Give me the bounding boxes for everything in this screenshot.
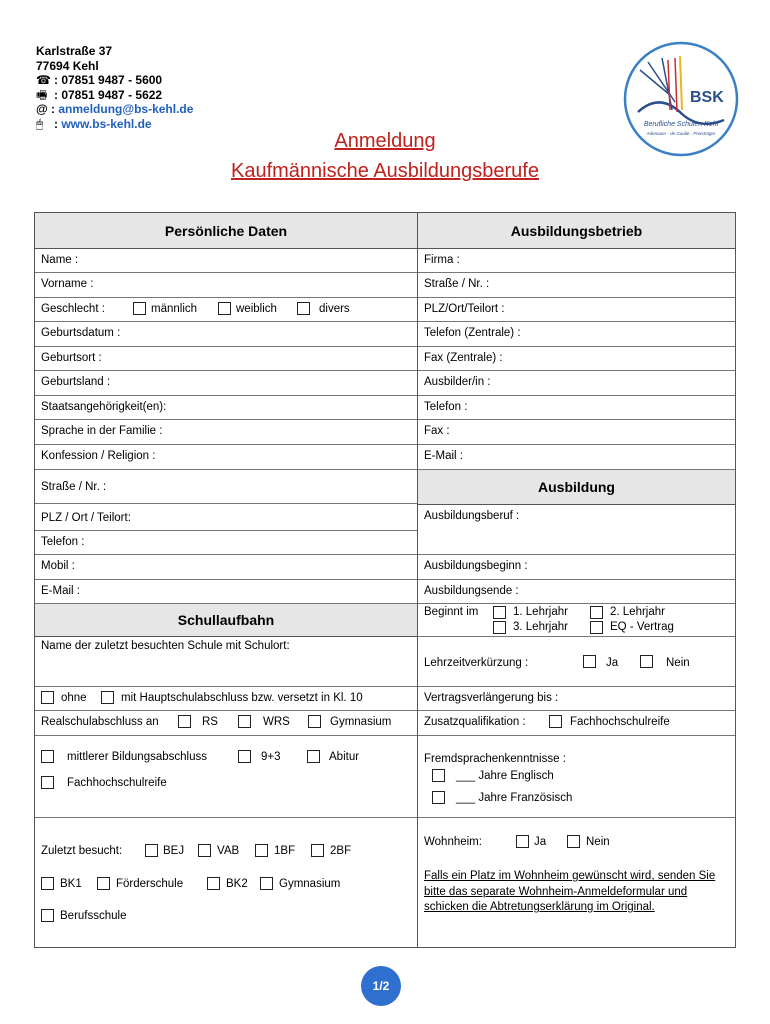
vorname-field[interactable] [35, 273, 417, 298]
phone-line [36, 73, 193, 88]
checkbox-wohnheim-nein[interactable] [567, 835, 580, 848]
checkbox-maennlich[interactable] [133, 302, 146, 315]
hauptschule-label: mit Hauptschulabschluss bzw. versetzt in Kl. 10 [121, 692, 363, 704]
1bf-label: 1BF [274, 845, 296, 857]
lehrjahr-row [418, 604, 735, 637]
fax-zentrale-field[interactable] [418, 347, 735, 371]
betrieb-telefon-label: Telefon : [424, 401, 468, 413]
betrieb-telefon-field[interactable] [418, 396, 735, 420]
address-block [36, 44, 193, 131]
geburtsdatum-field[interactable] [35, 322, 417, 347]
checkbox-abitur[interactable] [307, 750, 320, 763]
vertrag-label: Vertragsverlängerung bis : [424, 692, 559, 704]
9plus3-label: 9+3 [261, 751, 281, 763]
wrs-label: WRS [263, 716, 290, 728]
mobil-label: Mobil : [41, 560, 75, 572]
ohne-label: ohne [61, 692, 87, 704]
fhr-left-label: Fachhochschulreife [67, 777, 167, 789]
franzoesisch-label: ___ Jahre Französisch [456, 792, 573, 804]
checkbox-lehrjahr-2[interactable] [590, 606, 603, 619]
zusatz-row [418, 711, 735, 736]
checkbox-1bf[interactable] [255, 844, 268, 857]
foerderschule-label: Förderschule [116, 878, 184, 890]
verkuerzung-row [418, 637, 735, 687]
englisch-label: ___ Jahre Englisch [456, 770, 554, 782]
gymnasium-2-label: Gymnasium [279, 878, 341, 890]
2bf-label: 2BF [330, 845, 352, 857]
section-ausbildung: Ausbildung [418, 470, 735, 505]
name-field[interactable] [35, 249, 417, 273]
abschluss-block [35, 736, 417, 818]
checkbox-fhr-left[interactable] [41, 776, 54, 789]
betrieb-plz-label: PLZ/Ort/Teilort : [424, 303, 505, 315]
checkbox-9plus3[interactable] [238, 750, 251, 763]
fremdsprachen-label: Fremdsprachenkenntnisse : [424, 753, 566, 765]
geburtsort-field[interactable] [35, 347, 417, 371]
wohnheim-ja-label: Ja [534, 836, 547, 848]
bk1-label: BK1 [60, 878, 82, 890]
weiblich-label: weiblich [236, 303, 277, 315]
fremdsprachen-block [418, 736, 735, 818]
checkbox-weiblich[interactable] [218, 302, 231, 315]
left-column [35, 213, 418, 947]
betrieb-email-label: E-Mail : [424, 450, 463, 462]
firma-label: Firma : [424, 254, 460, 266]
verkuerzung-label: Lehrzeitverkürzung : [424, 657, 529, 669]
fax-icon: 🖷 [36, 87, 48, 102]
beginnt-label: Beginnt im [424, 606, 479, 618]
tel-zentrale-field[interactable] [418, 322, 735, 347]
fax-line [36, 88, 193, 103]
checkbox-bk2[interactable] [207, 877, 220, 890]
web-prefix: : [54, 116, 58, 131]
gymnasium-label: Gymnasium [330, 716, 392, 728]
betrieb-fax-field[interactable] [418, 420, 735, 445]
logo-abbr: BSK [690, 89, 724, 106]
title-line-2: Kaufmännische Ausbildungsberufe [231, 160, 539, 182]
checkbox-lehrjahr-1[interactable] [493, 606, 506, 619]
geburtsort-label: Geburtsort : [41, 352, 102, 364]
checkbox-foerderschule[interactable] [97, 877, 110, 890]
eq-vertrag-label: EQ - Vertrag [610, 621, 674, 633]
checkbox-bej[interactable] [145, 844, 158, 857]
checkbox-fhr-right[interactable] [549, 715, 562, 728]
checkbox-wrs[interactable] [238, 715, 251, 728]
berufsschule-label: Berufsschule [60, 910, 127, 922]
checkbox-ohne[interactable] [41, 691, 54, 704]
zusatz-label: Zusatzqualifikation : [424, 716, 526, 728]
strasse-label: Straße / Nr. : [41, 481, 107, 493]
city: 77694 Kehl [36, 58, 99, 73]
abitur-label: Abitur [329, 751, 360, 763]
title-line-1: Anmeldung [334, 130, 436, 152]
ausbilder-field[interactable] [418, 371, 735, 396]
email-link[interactable]: anmeldung@bs-kehl.de [58, 102, 194, 116]
checkbox-bk1[interactable] [41, 877, 54, 890]
geschlecht-row [35, 298, 417, 322]
vab-label: VAB [217, 845, 240, 857]
maennlich-label: männlich [151, 303, 198, 315]
telefon-label: Telefon : [41, 536, 85, 548]
telefon-field[interactable] [35, 531, 417, 555]
checkbox-englisch[interactable] [432, 769, 445, 782]
rs-label: RS [202, 716, 218, 728]
letzte-schule-field[interactable] [35, 637, 417, 687]
page-indicator: 1/2 [361, 966, 401, 1006]
logo-name: Berufliche Schulen Kehl [643, 121, 719, 128]
email-line [36, 102, 193, 117]
betrieb-email-field[interactable] [418, 445, 735, 470]
lehrjahr-2-label: 2. Lehrjahr [610, 606, 665, 618]
geschlecht-label: Geschlecht : [41, 303, 105, 315]
ausbildungsbeginn-field[interactable] [418, 555, 735, 580]
checkbox-gymnasium-2[interactable] [260, 877, 273, 890]
fhr-right-label: Fachhochschulreife [570, 716, 670, 728]
checkbox-2bf[interactable] [311, 844, 324, 857]
wohnheim-label: Wohnheim: [424, 836, 482, 848]
street: Karlstraße 37 [36, 44, 113, 58]
divers-label: divers [319, 303, 350, 315]
lehrjahr-1-label: 1. Lehrjahr [513, 606, 568, 618]
sprache-field[interactable] [35, 420, 417, 445]
ausbildungsberuf-field[interactable] [418, 505, 735, 555]
checkbox-gymnasium[interactable] [308, 715, 321, 728]
checkbox-vab[interactable] [198, 844, 211, 857]
wohnheim-note: Falls ein Platz im Wohnheim gewünscht wird, senden Sie bitte das separate Wohnheim-Anmeldeformular und schicken die Abtretungserklärung im Original. [424, 870, 716, 913]
logo-sub: Adenauer - de Gaulle - Preisträger [646, 131, 716, 136]
ausbildungsberuf-label: Ausbildungsberuf : [424, 510, 520, 522]
checkbox-rs[interactable] [178, 715, 191, 728]
sprache-label: Sprache in der Familie : [41, 425, 163, 437]
betrieb-plz-field[interactable] [418, 298, 735, 322]
konfession-field[interactable] [35, 445, 417, 470]
ausbildungsende-label: Ausbildungsende : [424, 585, 519, 597]
fax-zentrale-label: Fax (Zentrale) : [424, 352, 503, 364]
vertrag-field[interactable] [418, 687, 735, 711]
betrieb-strasse-label: Straße / Nr. : [424, 278, 490, 290]
lehrjahr-3-label: 3. Lehrjahr [513, 621, 568, 633]
betrieb-fax-label: Fax : [424, 425, 450, 437]
wohnheim-nein-label: Nein [586, 836, 610, 848]
vorname-label: Vorname : [41, 278, 94, 290]
letzte-schule-label: Name der zuletzt besuchten Schule mit Schulort: [41, 640, 290, 652]
registration-form [34, 212, 736, 948]
plz-field[interactable] [35, 504, 417, 531]
abschluss-row-1 [35, 687, 417, 711]
staat-label: Staatsangehörigkeit(en): [41, 401, 167, 413]
section-schullaufbahn: Schullaufbahn [35, 604, 417, 637]
web-link[interactable]: www.bs-kehl.de [61, 116, 152, 131]
strasse-field[interactable] [35, 470, 417, 504]
tel-zentrale-label: Telefon (Zentrale) : [424, 327, 521, 339]
mobil-field[interactable] [35, 555, 417, 580]
bk2-label: BK2 [226, 878, 248, 890]
section-personal-data: Persönliche Daten [35, 213, 417, 249]
firma-field[interactable] [418, 249, 735, 273]
mouse-icon: 🖱 [36, 116, 44, 131]
email-label: E-Mail : [41, 585, 80, 597]
abschluss-row-2 [35, 711, 417, 736]
verk-nein-label: Nein [666, 657, 690, 669]
checkbox-franzoesisch[interactable] [432, 791, 445, 804]
ausbildungsbeginn-label: Ausbildungsbeginn : [424, 560, 528, 572]
fax-number: : 07851 9487 - 5622 [54, 87, 163, 102]
section-ausbildungsbetrieb: Ausbildungsbetrieb [418, 213, 735, 249]
checkbox-verk-ja[interactable] [583, 655, 596, 668]
checkbox-verk-nein[interactable] [640, 655, 653, 668]
geburtsland-field[interactable] [35, 371, 417, 396]
phone-number: : 07851 9487 - 5600 [54, 73, 163, 87]
name-label: Name : [41, 254, 79, 266]
email-field[interactable] [35, 580, 417, 604]
plz-label: PLZ / Ort / Teilort: [41, 512, 131, 524]
zuletzt-block [35, 818, 417, 947]
mba-label: mittlerer Bildungsabschluss [67, 751, 207, 763]
betrieb-strasse-field[interactable] [418, 273, 735, 298]
staat-field[interactable] [35, 396, 417, 420]
ausbilder-label: Ausbilder/in : [424, 376, 491, 388]
checkbox-lehrjahr-3[interactable] [493, 621, 506, 634]
email-prefix: @ : [36, 102, 56, 116]
ausbildungsende-field[interactable] [418, 580, 735, 604]
checkbox-eq-vertrag[interactable] [590, 621, 603, 634]
geburtsland-label: Geburtsland : [41, 376, 111, 388]
checkbox-berufsschule[interactable] [41, 909, 54, 922]
web-line [36, 117, 193, 132]
geburtsdatum-label: Geburtsdatum : [41, 327, 121, 339]
right-column [418, 213, 735, 947]
real-an-label: Realschulabschluss an [41, 716, 159, 728]
bej-label: BEJ [163, 845, 185, 857]
zuletzt-label: Zuletzt besucht: [41, 845, 123, 857]
checkbox-hauptschule[interactable] [101, 691, 114, 704]
checkbox-wohnheim-ja[interactable] [516, 835, 529, 848]
verk-ja-label: Ja [606, 657, 619, 669]
checkbox-divers[interactable] [297, 302, 310, 315]
checkbox-mba[interactable] [41, 750, 54, 763]
phone-icon: ☎ [36, 73, 51, 87]
konfession-label: Konfession / Religion : [41, 450, 156, 462]
